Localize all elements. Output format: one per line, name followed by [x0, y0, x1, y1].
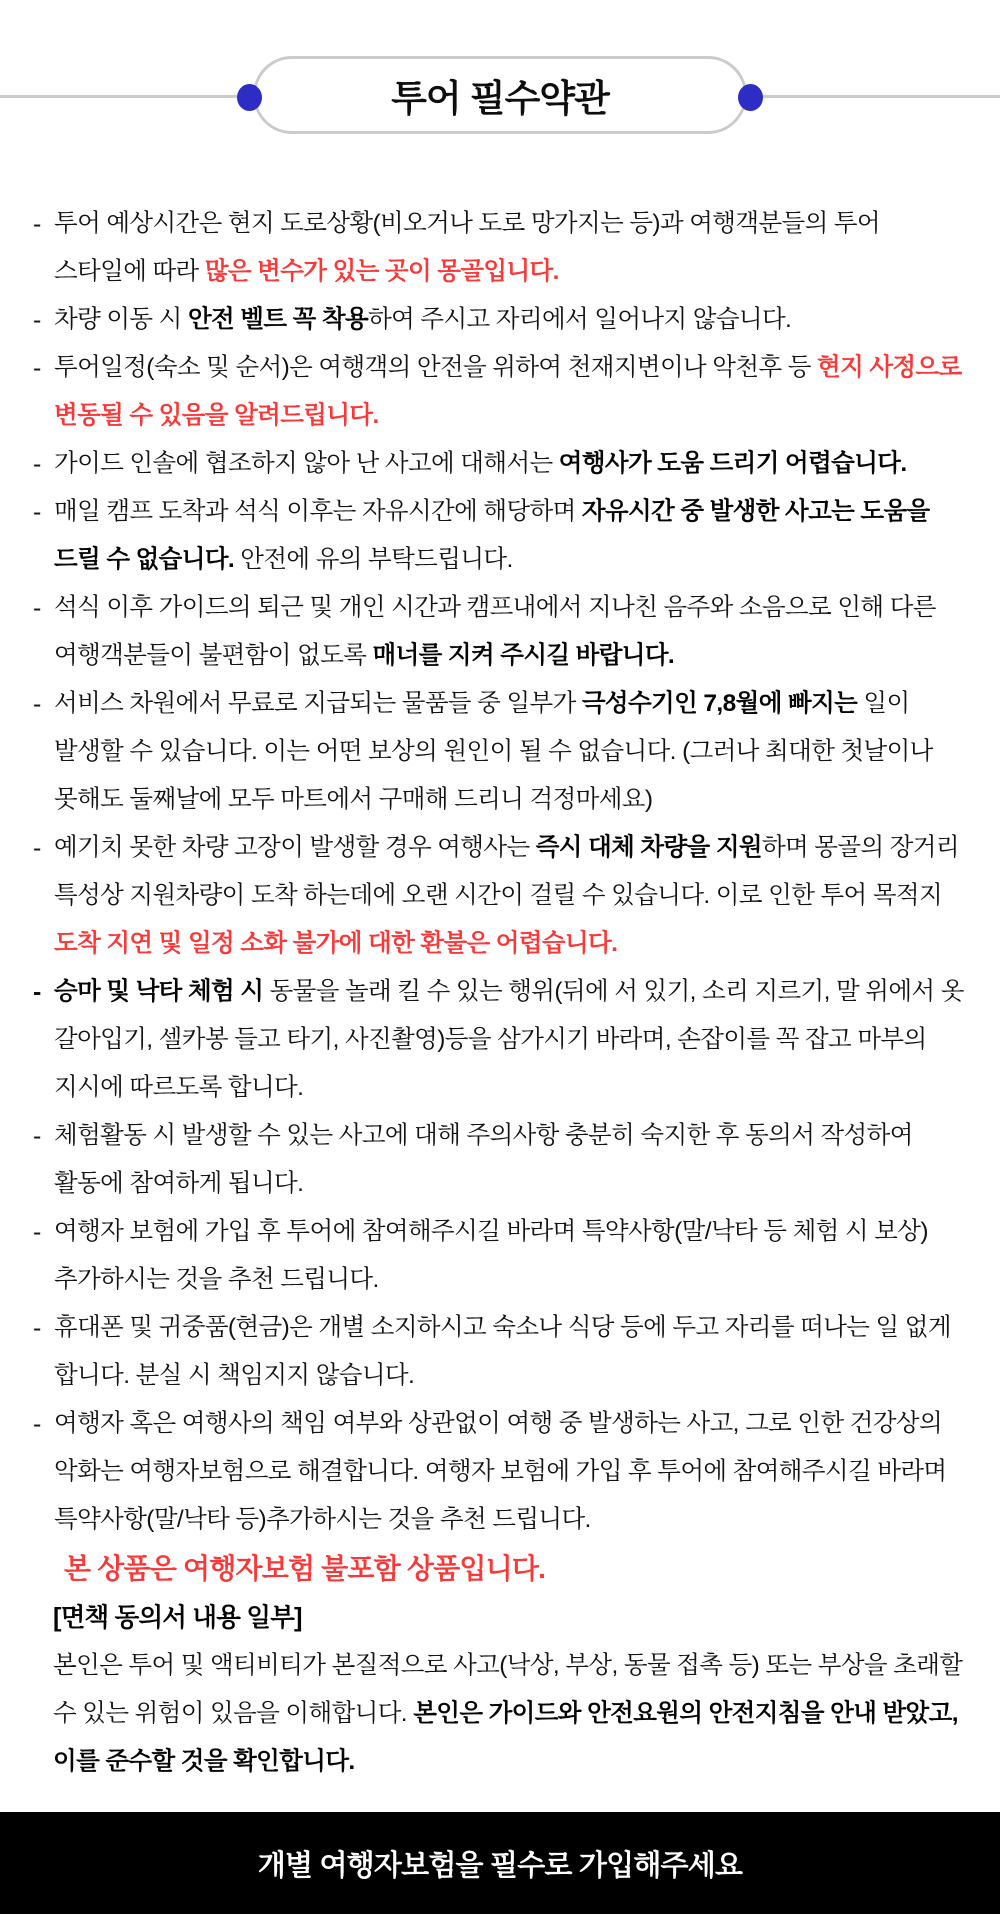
text-segment: 서비스 차원에서 무료로 지급되는 물품들 중 일부가: [54, 690, 582, 717]
term-text: [54, 584, 972, 680]
text-segment: 즉시 대체 차량을 지원: [535, 834, 762, 861]
term-item: [33, 200, 972, 296]
bullet-dash: -: [33, 1218, 42, 1246]
text-segment: 매너를 지켜 주시길 바랍니다.: [372, 642, 675, 669]
bullet-dash: -: [33, 354, 42, 382]
bullet-dash: -: [33, 450, 42, 478]
term-text: [54, 1208, 972, 1304]
text-segment: 차량 이동 시: [54, 306, 188, 333]
text-segment: 안전 벨트 꼭 착용: [187, 306, 369, 333]
bullet-dash: -: [33, 834, 42, 862]
text-segment: 현지 사정으로 변동될 수 있음을 알려드립니다.: [54, 354, 962, 429]
section-header: [0, 0, 1000, 182]
term-text: [54, 296, 972, 344]
accent-dot-left-icon: [237, 84, 262, 111]
text-segment: 휴대폰 및 귀중품(현금)은 개별 소지하시고 숙소나 식당 등에 두고 자리를 떠나는 일 없게 합니다. 분실 시 책임지지 않습니다.: [54, 1314, 951, 1389]
term-item: [33, 1208, 972, 1304]
footer-banner: [0, 1812, 1000, 1914]
term-text: [54, 344, 972, 440]
bullet-dash: -: [33, 306, 42, 334]
disclaimer-heading: [면책 동의서 내용 일부]: [53, 1604, 302, 1632]
term-item: [33, 344, 972, 440]
bullet-dash: -: [33, 690, 42, 718]
text-segment: 투어 예상시간은 현지 도로상황(비오거나 도로 망가지는 등)과 여행객분들의 투어 스타일에 따라: [54, 210, 880, 285]
text-segment: 가이드 인솔에 협조하지 않아 난 사고에 대해서는: [54, 450, 559, 477]
bullet-dash: -: [33, 498, 42, 526]
term-item: [33, 296, 972, 344]
bullet-dash: -: [33, 594, 42, 622]
term-text: [54, 824, 972, 968]
term-text: [54, 680, 972, 824]
text-segment: 석식 이후 가이드의 퇴근 및 개인 시간과 캠프내에서 지나친 음주와 소음으로 인해 다른 여행객분들이 불편함이 없도록: [54, 594, 936, 669]
text-segment: 하며 몽골의 장거리 특성상 지원차량이 도착 하는데에 오랜 시간이 걸릴 수 있습니다. 이로 인한 투어 목적지: [54, 834, 959, 909]
bullet-dash: -: [33, 210, 42, 238]
header-title-pill: [253, 56, 747, 134]
text-segment: 도착 지연 및 일정 소화 불가에 대한 환불은 어렵습니다.: [54, 930, 618, 957]
term-item: [33, 1304, 972, 1400]
terms-list: [33, 200, 972, 1544]
text-segment: 자유시간 중 발생한 사고는 도움을 드릴 수 없습니다.: [54, 498, 930, 573]
term-text: [54, 968, 972, 1112]
text-segment: 하여 주시고 자리에서 일어나지 않습니다.: [368, 306, 792, 333]
term-text: [54, 200, 972, 296]
text-segment: 여행자 보험에 가입 후 투어에 참여해주시길 바라며 특약사항(말/낙타 등 체험 시 보상) 추가하시는 것을 추천 드립니다.: [54, 1218, 928, 1293]
term-text: [54, 488, 972, 584]
term-item: [33, 440, 972, 488]
bullet-dash: -: [33, 978, 42, 1006]
text-segment: 극성수기인 7,8월에 빠지는: [581, 690, 858, 717]
term-text: [54, 1304, 972, 1400]
term-text: [54, 1400, 972, 1544]
disclaimer-paragraph: [53, 1642, 968, 1786]
bullet-dash: -: [33, 1314, 42, 1342]
text-segment: 일이 발생할 수 있습니다. 이는 어떤 보상의 원인이 될 수 없습니다. (그러나 최대한 첫날이나 못해도 둘째날에 모두 마트에서 구매해 드리니 걱정마세요): [54, 690, 933, 813]
bullet-dash: -: [33, 1410, 42, 1438]
text-segment: 동물을 놀래 킬 수 있는 행위(뒤에 서 있기, 소리 지르기, 말 위에서 옷 갈아입기, 셀카봉 들고 타기, 사진촬영)등을 삼가시기 바라며, 손잡이를 꼭 잡고 마부의 지시에 따르도록 합니다.: [54, 978, 964, 1101]
term-item: [33, 968, 972, 1112]
text-segment: 투어일정(숙소 및 순서)은 여행객의 안전을 위하여 천재지변이나 악천후 등: [54, 354, 817, 381]
insurance-exclusion-notice: 본 상품은 여행자보험 불포함 상품입니다.: [64, 1553, 546, 1584]
terms-content: [0, 182, 1000, 1786]
term-item: [33, 1112, 972, 1208]
text-segment: 안전에 유의 부탁드립니다.: [234, 546, 513, 573]
text-segment: 체험활동 시 발생할 수 있는 사고에 대해 주의사항 충분히 숙지한 후 동의서 작성하여 활동에 참여하게 됩니다.: [54, 1122, 913, 1197]
term-item: [33, 1400, 972, 1544]
text-segment: 많은 변수가 있는 곳이 몽골입니다.: [204, 258, 559, 285]
term-item: [33, 584, 972, 680]
text-segment: 본인은 가이드와 안전요원의 안전지침을 안내 받았고, 이를 준수할 것을 확인합니다.: [53, 1700, 958, 1775]
term-item: [33, 680, 972, 824]
text-segment: 본인은 투어 및 액티비티가 본질적으로 사고(낙상, 부상, 동물 접촉 등) 또는 부상을 초래할 수 있는 위험이 있음을 이해합니다.: [53, 1652, 963, 1727]
bullet-dash: -: [33, 1122, 42, 1150]
text-segment: 예기치 못한 차량 고장이 발생할 경우 여행사는: [54, 834, 536, 861]
footer-banner-text: 개별 여행자보험을 필수로 가입해주세요: [257, 1849, 743, 1882]
text-segment: 여행사가 도움 드리기 어렵습니다.: [558, 450, 907, 477]
accent-dot-right-icon: [738, 84, 763, 111]
page-title: 투어 필수약관: [391, 78, 609, 119]
term-text: [54, 440, 972, 488]
term-text: [54, 1112, 972, 1208]
term-item: [33, 824, 972, 968]
text-segment: 여행자 혹은 여행사의 책임 여부와 상관없이 여행 중 발생하는 사고, 그로 인한 건강상의 악화는 여행자보험으로 해결합니다. 여행자 보험에 가입 후 투어에 참여해주시길 바라며 특약사항(말/낙타 등)추가하시는 것을 추천 드립니다.: [54, 1410, 947, 1533]
text-segment: 매일 캠프 도착과 석식 이후는 자유시간에 해당하며: [54, 498, 582, 525]
term-item: [33, 488, 972, 584]
text-segment: 승마 및 낙타 체험 시: [54, 978, 264, 1005]
